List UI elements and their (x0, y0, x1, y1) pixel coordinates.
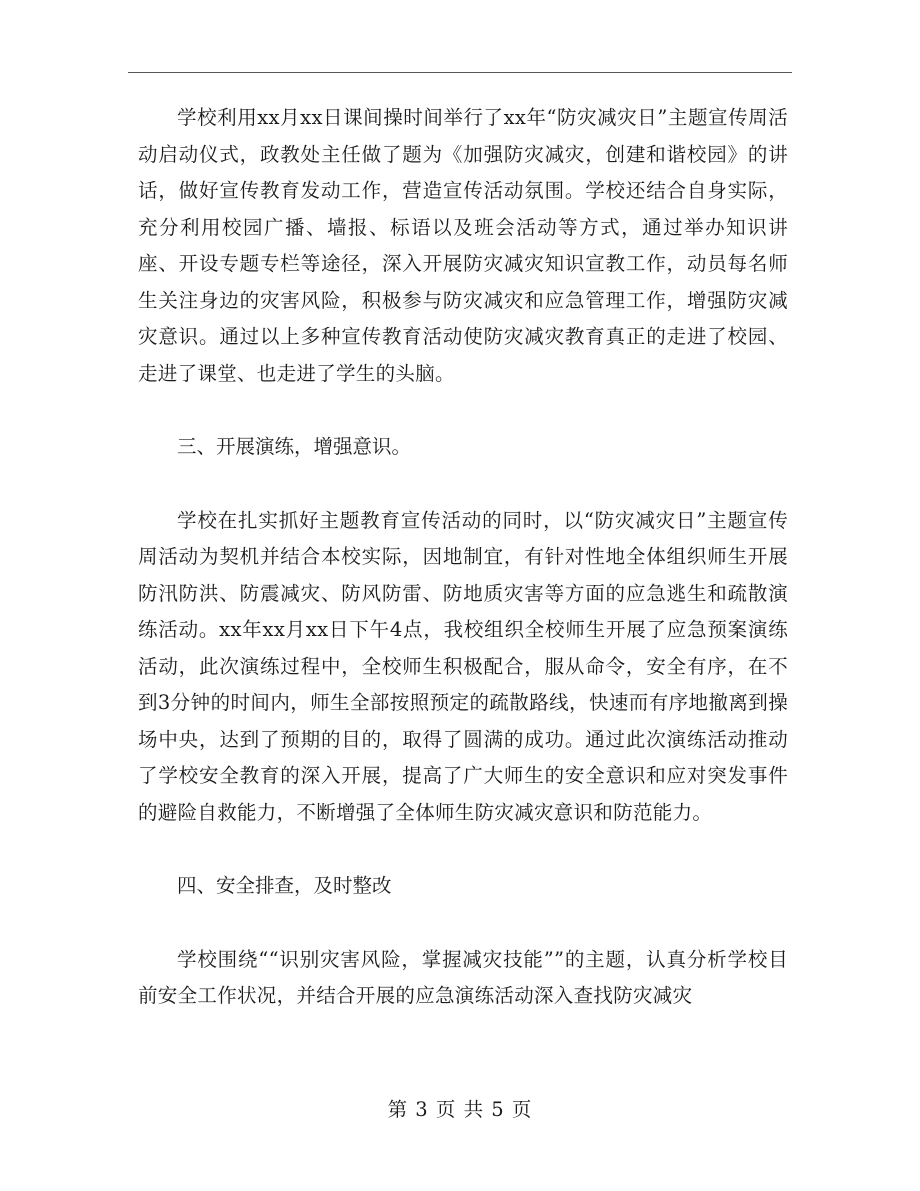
header-rule (128, 72, 792, 73)
page-footer: 第 3 页 共 5 页 (387, 1098, 533, 1121)
paragraph-campaign-launch: 学校利用xx月xx日课间操时间举行了xx年“防灾减灾日”主题宣传周活动启动仪式，政教处主任做了题为《加强防灾减灾，创建和谐校园》的讲话，做好宣传教育发动工作，营造宣传活动氛围。学校还结合自身实际，充分利用校园广播、墙报、标语以及班会活动等方式，通过举办知识讲座、开设专题专栏等途径，深入开展防灾减灾知识宣教工作，动员每名师生关注身边的灾害风险，积极参与防灾减灾和应急管理工作，增强防灾减灾意识。通过以上多种宣传教育活动使防灾减灾教育真正的走进了校园、走进了课堂、也走进了学生的头脑。 (138, 106, 788, 385)
paragraph-gap (138, 392, 788, 429)
paragraph-drill-activity: 学校在扎实抓好主题教育宣传活动的同时，以“防灾减灾日”主题宣传周活动为契机并结合本校实际，因地制宜，有针对性地全体组织师生开展防汛防洪、防震减灾、防风防雷、防地质灾害等方面的应急逃生和疏散演练活动。xx年xx月xx日下午4点，我校组织全校师生开展了应急预案演练活动，此次演练过程中，全校师生积极配合，服从命令，安全有序，在不到3分钟的时间内，师生全部按照预定的疏散路线，快速而有序地撤离到操场中央，达到了预期的目的，取得了圆满的成功。通过此次演练活动推动了学校安全教育的深入开展，提高了广大师生的安全意识和应对突发事件的避险自救能力，不断增强了全体师生防灾减灾意识和防范能力。 (138, 508, 788, 824)
paragraph-gap (138, 905, 788, 942)
paragraph-gap (138, 466, 788, 503)
paragraph-gap (138, 831, 788, 868)
paragraph-safety-inspection: 学校围绕““识别灾害风险，掌握减灾技能””的主题，认真分析学校目前安全工作状况，并结合开展的应急演练活动深入查找防灾减灾 (138, 947, 788, 1007)
section-heading-drills: 三、开展演练，增强意识。 (177, 435, 412, 458)
section-heading-inspection: 四、安全排查，及时整改 (177, 874, 392, 897)
document-body (138, 100, 788, 1015)
